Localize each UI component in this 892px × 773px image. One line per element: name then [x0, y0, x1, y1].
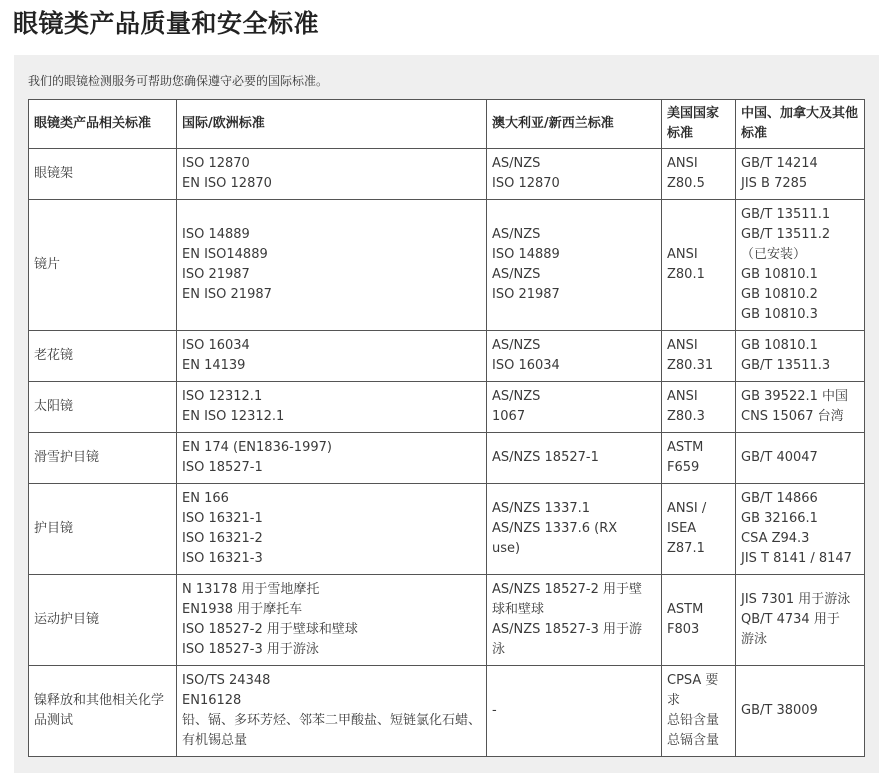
- standard-line: -: [492, 703, 497, 718]
- standard-line: 泳: [492, 642, 506, 657]
- table-row: [29, 149, 865, 200]
- standard-line: ISO 21987: [492, 287, 560, 302]
- standard-line: AS/NZS: [492, 156, 541, 171]
- cell-au-nz: [487, 382, 662, 433]
- standard-line: ANSI: [667, 247, 698, 262]
- standard-line: GB 10810.1: [741, 267, 818, 282]
- cell-us: [662, 149, 736, 200]
- standard-line: GB 32166.1: [741, 511, 818, 526]
- product-label: 运动护目镜: [34, 612, 100, 627]
- cell-product: [29, 484, 177, 575]
- table-row: [29, 200, 865, 331]
- standard-line: Z80.3: [667, 409, 705, 424]
- cell-us: [662, 200, 736, 331]
- cell-au-nz: [487, 200, 662, 331]
- standard-line: ISO 16321-1: [182, 511, 263, 526]
- cell-au-nz: [487, 149, 662, 200]
- standard-line: AS/NZS 18527-3 用于游: [492, 622, 642, 637]
- standard-line: EN ISO14889: [182, 247, 268, 262]
- cell-intl-eu: [177, 433, 487, 484]
- standard-line: 总铅含量: [667, 713, 720, 728]
- standard-line: GB 10810.1: [741, 338, 818, 353]
- standard-line: 球和壁球: [492, 602, 545, 617]
- product-label: 太阳镜: [34, 399, 74, 414]
- standard-line: EN ISO 21987: [182, 287, 272, 302]
- cell-product: [29, 433, 177, 484]
- cell-product: [29, 149, 177, 200]
- standard-line: EN 14139: [182, 358, 246, 373]
- standard-line: GB/T 13511.3: [741, 358, 831, 373]
- standard-line: ISO 18527-2 用于壁球和壁球: [182, 622, 358, 637]
- standard-line: GB 10810.3: [741, 307, 818, 322]
- standard-line: JIS T 8141 / 8147: [741, 551, 852, 566]
- header-intl-eu: 国际/欧洲标准: [177, 100, 487, 149]
- cell-cn-ca-other: [736, 666, 865, 757]
- cell-product: [29, 382, 177, 433]
- table-row: [29, 382, 865, 433]
- cell-intl-eu: [177, 382, 487, 433]
- cell-au-nz: [487, 331, 662, 382]
- table-row: [29, 433, 865, 484]
- standard-line: （已安装）: [741, 247, 807, 262]
- standard-line: ISO 21987: [182, 267, 250, 282]
- cell-intl-eu: [177, 575, 487, 666]
- cell-au-nz: [487, 575, 662, 666]
- standard-line: ISO 16034: [492, 358, 560, 373]
- standard-line: Z87.1: [667, 541, 705, 556]
- standard-line: QB/T 4734 用于: [741, 612, 840, 627]
- standard-line: N 13178 用于雪地摩托: [182, 582, 320, 597]
- standard-line: ISO 12870: [492, 176, 560, 191]
- standard-line: EN1938 用于摩托车: [182, 602, 303, 617]
- standard-line: ISO 18527-1: [182, 460, 263, 475]
- standard-line: Z80.1: [667, 267, 705, 282]
- header-product: 眼镜类产品相关标准: [29, 100, 177, 149]
- cell-au-nz: [487, 484, 662, 575]
- standard-line: Z80.5: [667, 176, 705, 191]
- standard-line: ISEA: [667, 521, 697, 536]
- cell-cn-ca-other: [736, 331, 865, 382]
- table-row: [29, 484, 865, 575]
- product-label: 老花镜: [34, 348, 74, 363]
- cell-au-nz: [487, 666, 662, 757]
- cell-us: [662, 433, 736, 484]
- standard-line: CSA Z94.3: [741, 531, 810, 546]
- standard-line: GB/T 13511.2: [741, 227, 831, 242]
- standard-line: ISO 12312.1: [182, 389, 263, 404]
- cell-au-nz: [487, 433, 662, 484]
- cell-us: [662, 484, 736, 575]
- intro-text: 我们的眼镜检测服务可帮助您确保遵守必要的国际标准。: [28, 74, 329, 88]
- header-cn-ca-other: 中国、加拿大及其他标准: [736, 100, 865, 149]
- standard-line: GB/T 14214: [741, 156, 818, 171]
- product-label: 眼镜架: [34, 166, 74, 181]
- standard-line: Z80.31: [667, 358, 714, 373]
- standard-line: JIS 7301 用于游泳: [741, 592, 851, 607]
- standard-line: ANSI: [667, 156, 698, 171]
- cell-cn-ca-other: [736, 575, 865, 666]
- cell-product: [29, 666, 177, 757]
- table-row: [29, 666, 865, 757]
- table-row: [29, 331, 865, 382]
- standard-line: GB 39522.1 中国: [741, 389, 849, 404]
- standard-line: 1067: [492, 409, 526, 424]
- standard-line: ISO 12870: [182, 156, 250, 171]
- standard-line: GB/T 14866: [741, 491, 818, 506]
- standard-line: GB/T 40047: [741, 450, 818, 465]
- cell-intl-eu: [177, 200, 487, 331]
- standard-line: ISO 14889: [492, 247, 560, 262]
- product-label: 镍释放和其他相关化学品测试: [34, 693, 165, 728]
- standard-line: ISO 16321-2: [182, 531, 263, 546]
- cell-intl-eu: [177, 331, 487, 382]
- standard-line: ISO 18527-3 用于游泳: [182, 642, 319, 657]
- standard-line: CNS 15067 台湾: [741, 409, 844, 424]
- cell-cn-ca-other: [736, 382, 865, 433]
- standard-line: AS/NZS: [492, 227, 541, 242]
- cell-us: [662, 331, 736, 382]
- standard-line: use): [492, 541, 521, 556]
- standard-line: ANSI: [667, 338, 698, 353]
- standard-line: F659: [667, 460, 700, 475]
- standard-line: 游泳: [741, 632, 768, 647]
- table-header-row: [29, 100, 865, 149]
- standard-line: JIS B 7285: [741, 176, 808, 191]
- standard-line: ISO 16034: [182, 338, 250, 353]
- product-label: 滑雪护目镜: [34, 450, 100, 465]
- standard-line: 铅、镉、多环芳烃、邻苯二甲酸盐、短链氯化石蜡、有机锡总量: [182, 713, 482, 748]
- standard-line: EN 166: [182, 491, 229, 506]
- standard-line: AS/NZS 1337.1: [492, 501, 591, 516]
- standard-line: ASTM: [667, 440, 704, 455]
- standards-table: [28, 99, 865, 757]
- standard-line: AS/NZS: [492, 338, 541, 353]
- standard-line: EN ISO 12312.1: [182, 409, 285, 424]
- cell-cn-ca-other: [736, 200, 865, 331]
- standard-line: ISO 14889: [182, 227, 250, 242]
- standard-line: F803: [667, 622, 700, 637]
- cell-product: [29, 200, 177, 331]
- header-us: 美国国家标准: [662, 100, 736, 149]
- standard-line: AS/NZS: [492, 389, 541, 404]
- standard-line: ISO/TS 24348: [182, 673, 271, 688]
- standard-line: 求: [667, 693, 681, 708]
- cell-product: [29, 331, 177, 382]
- standards-panel: [14, 55, 879, 773]
- standard-line: GB 10810.2: [741, 287, 818, 302]
- standard-line: EN 174 (EN1836-1997): [182, 440, 332, 455]
- standard-line: ISO 16321-3: [182, 551, 263, 566]
- cell-cn-ca-other: [736, 149, 865, 200]
- cell-cn-ca-other: [736, 484, 865, 575]
- cell-intl-eu: [177, 149, 487, 200]
- cell-us: [662, 575, 736, 666]
- standard-line: EN16128: [182, 693, 242, 708]
- standard-line: EN ISO 12870: [182, 176, 272, 191]
- standard-line: CPSA 要: [667, 673, 719, 688]
- standard-line: GB/T 38009: [741, 703, 818, 718]
- standard-line: ANSI /: [667, 501, 707, 516]
- standard-line: AS/NZS: [492, 267, 541, 282]
- table-row: [29, 575, 865, 666]
- cell-cn-ca-other: [736, 433, 865, 484]
- cell-us: [662, 666, 736, 757]
- cell-product: [29, 575, 177, 666]
- cell-us: [662, 382, 736, 433]
- header-au-nz: 澳大利亚/新西兰标准: [487, 100, 662, 149]
- standard-line: ASTM: [667, 602, 704, 617]
- standard-line: AS/NZS 1337.6 (RX: [492, 521, 618, 536]
- standard-line: ANSI: [667, 389, 698, 404]
- cell-intl-eu: [177, 666, 487, 757]
- product-label: 护目镜: [34, 521, 74, 536]
- standard-line: AS/NZS 18527-2 用于壁: [492, 582, 642, 597]
- standard-line: 总镉含量: [667, 733, 720, 748]
- cell-intl-eu: [177, 484, 487, 575]
- page-title: 眼镜类产品质量和安全标准: [13, 9, 320, 38]
- standard-line: AS/NZS 18527-1: [492, 450, 599, 465]
- standard-line: GB/T 13511.1: [741, 207, 831, 222]
- product-label: 镜片: [34, 257, 61, 272]
